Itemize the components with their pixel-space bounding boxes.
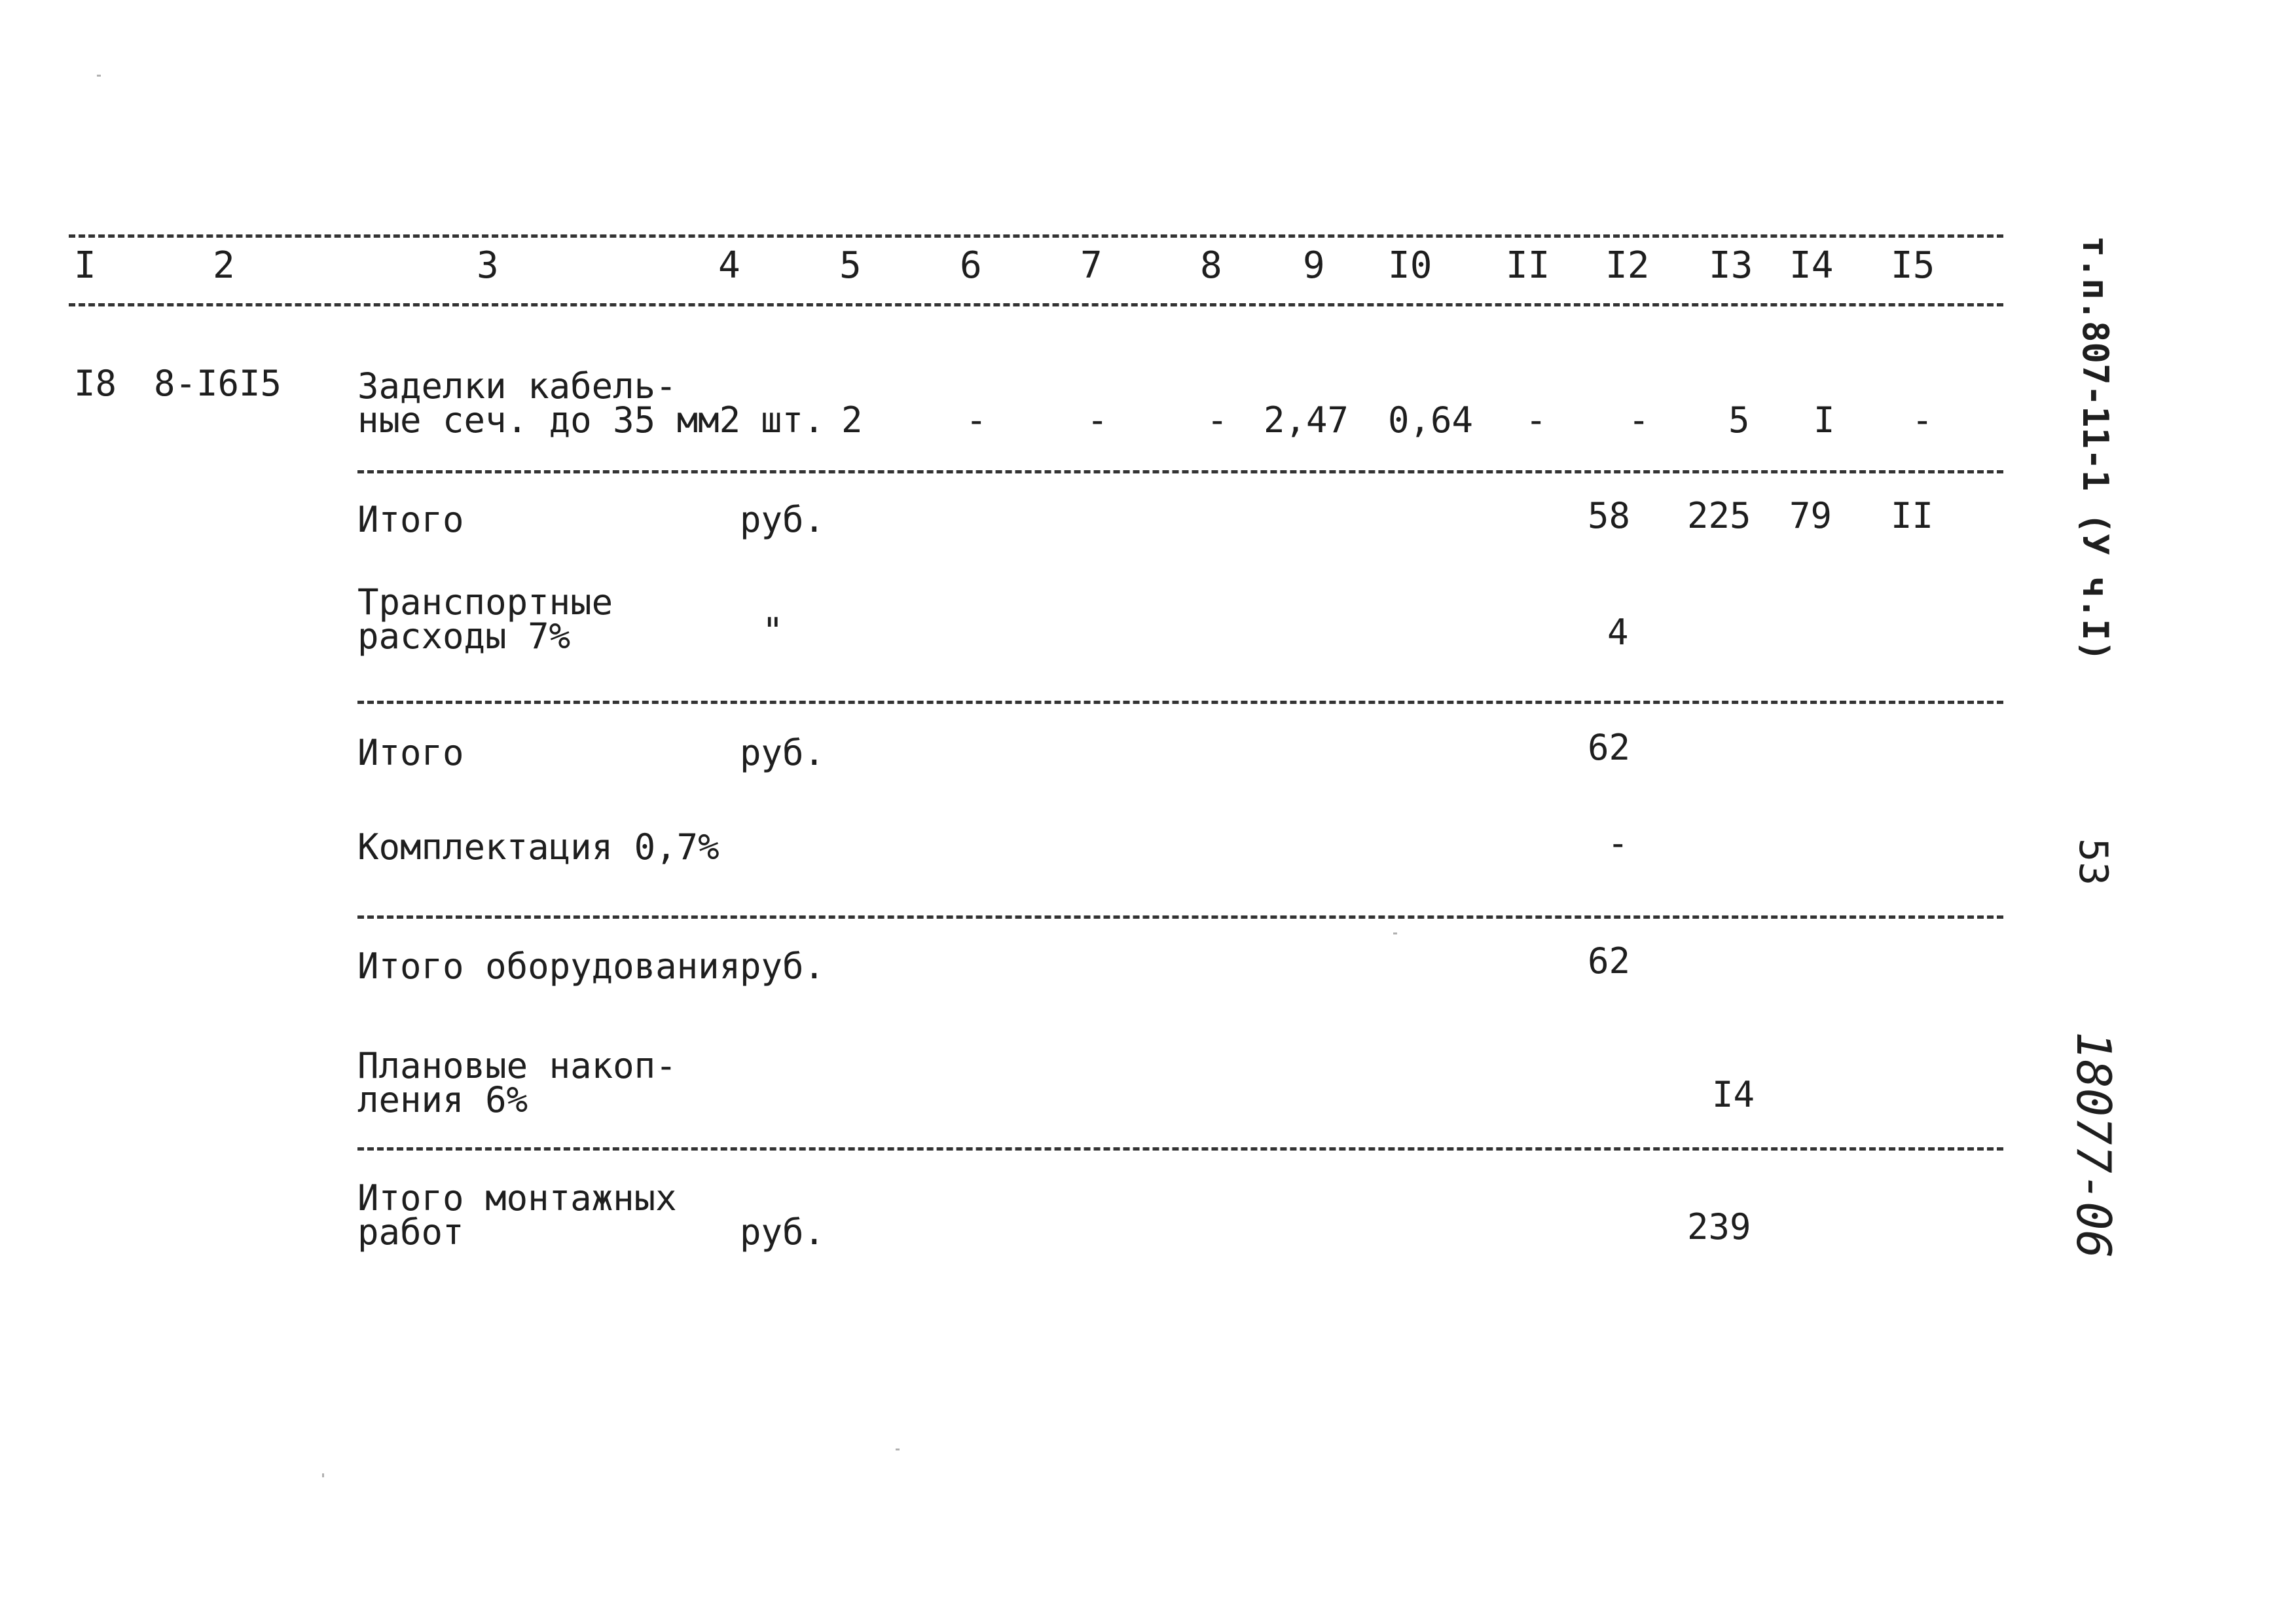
plan-col13: I4: [1712, 1074, 1755, 1115]
kompl-label: Комплектация 0,7%: [357, 826, 720, 868]
row-name-line1: Заделки кабель-: [357, 365, 677, 407]
transport-rule: [357, 701, 2003, 704]
scan-speck: [896, 1449, 900, 1450]
header-col-15: I5: [1891, 244, 1935, 287]
subtotal2-unit: руб.: [740, 732, 826, 773]
archive-number: 18077-06: [2066, 1031, 2121, 1259]
plan-label-line2: ления 6%: [357, 1079, 528, 1120]
row-col10: 0,64: [1388, 399, 1474, 441]
row-qty: 2: [841, 399, 863, 441]
header-col-13: I3: [1709, 244, 1753, 287]
row-code: 8-I6I5: [154, 363, 282, 404]
installation-total-unit: руб.: [740, 1211, 826, 1253]
header-col-7: 7: [1080, 244, 1102, 287]
header-bottom-rule: [69, 303, 2003, 306]
header-col-4: 4: [718, 244, 740, 287]
installation-total-col13: 239: [1687, 1206, 1751, 1247]
header-top-rule: [69, 234, 2003, 238]
transport-label-line1: Транспортные: [357, 581, 613, 623]
row-unit: шт.: [761, 399, 825, 441]
header-col-10: I0: [1388, 244, 1432, 287]
transport-col12: 4: [1607, 612, 1629, 653]
header-col-11: II: [1506, 244, 1550, 287]
row-col15: -: [1912, 399, 1933, 441]
header-col-8: 8: [1200, 244, 1222, 287]
header-col-12: I2: [1605, 244, 1650, 287]
plan-label-line1: Плановые накоп-: [357, 1045, 677, 1086]
subtotal-label: Итого: [357, 499, 464, 540]
subtotal-unit: руб.: [740, 499, 826, 540]
header-col-14: I4: [1789, 244, 1834, 287]
header-col-3: 3: [477, 244, 499, 287]
subtotal-col15: II: [1891, 495, 1934, 536]
row-name-line2: ные сеч. до 35 мм2: [357, 399, 741, 441]
subtotal2-col12: 62: [1588, 727, 1631, 768]
kompl-col12: -: [1607, 822, 1629, 864]
subtotal-col13: 225: [1687, 495, 1751, 536]
row-col14: I: [1813, 399, 1835, 441]
row-col7: -: [1087, 399, 1108, 441]
header-col-9: 9: [1303, 244, 1325, 287]
header-col-2: 2: [213, 244, 235, 287]
page-number: 53: [2070, 838, 2116, 886]
equipment-total-unit: руб.: [740, 946, 826, 987]
subtotal2-label: Итого: [357, 732, 464, 773]
row-col12: -: [1628, 399, 1650, 441]
scan-speck: [97, 75, 101, 77]
header-col-1: I: [74, 244, 96, 287]
plan-rule: [357, 1147, 2003, 1151]
row-col13: 5: [1728, 399, 1750, 441]
header-col-6: 6: [960, 244, 982, 287]
row-col9: 2,47: [1264, 399, 1349, 441]
row-separator-rule: [357, 470, 2003, 473]
installation-total-line1: Итого монтажных: [357, 1177, 677, 1219]
scan-speck: [1393, 932, 1397, 934]
subtotal-col14: 79: [1789, 495, 1832, 536]
row-col11: -: [1525, 399, 1547, 441]
equipment-total-label: Итого оборудования: [357, 946, 741, 987]
row-col8: -: [1207, 399, 1228, 441]
row-col6: -: [966, 399, 987, 441]
document-code: т.п.807-11-1 (У ч.I): [2075, 236, 2116, 662]
transport-unit: ": [762, 610, 784, 652]
equipment-total-col12: 62: [1588, 940, 1631, 982]
kompl-rule: [357, 915, 2003, 919]
header-col-5: 5: [839, 244, 862, 287]
transport-label-line2: расходы 7%: [357, 616, 571, 657]
row-number: I8: [74, 363, 117, 404]
subtotal-col12: 58: [1588, 495, 1631, 536]
installation-total-line2: работ: [357, 1211, 464, 1253]
scan-speck: [322, 1473, 324, 1477]
